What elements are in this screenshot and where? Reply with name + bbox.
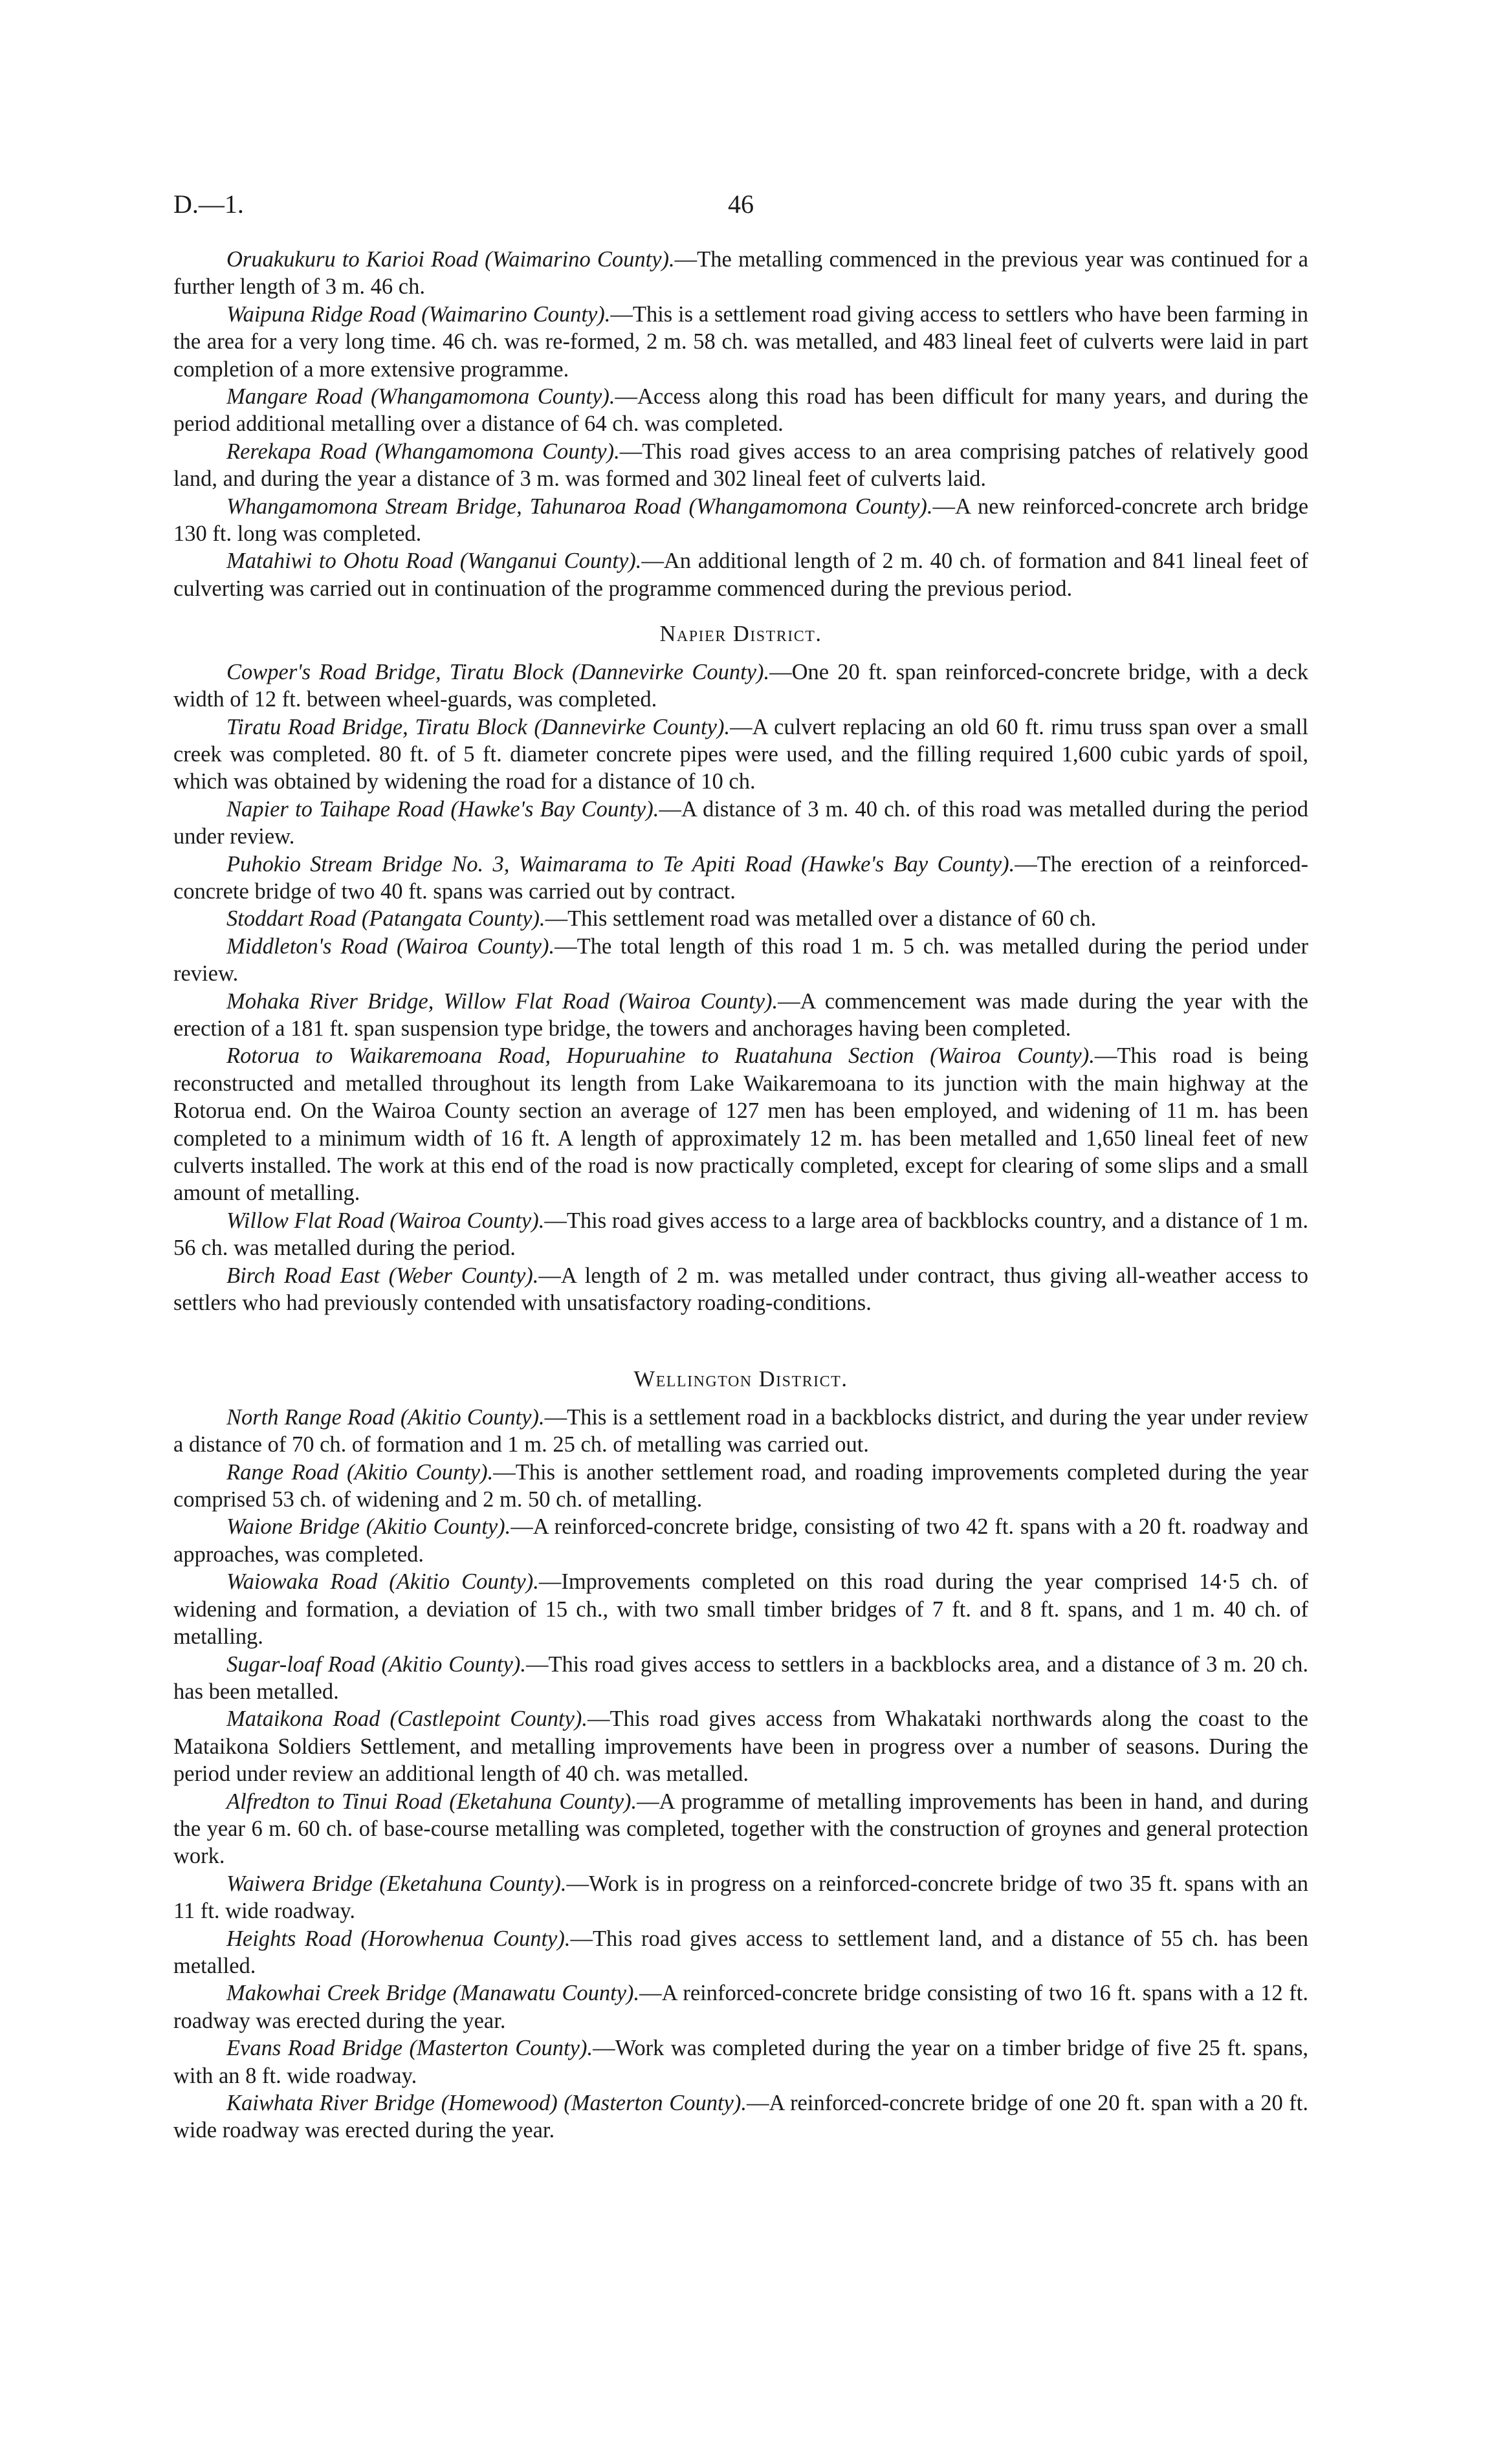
entry-title: Mataikona Road (Castlepoint County). bbox=[226, 1706, 588, 1732]
entry-text: —A reinforced-concrete bridge, consisting of two 42 ft. spans with a 20 ft. roadway and approaches, was completed. bbox=[173, 1514, 1308, 1567]
entry-title: Napier to Taihape Road (Hawke's Bay County). bbox=[226, 796, 659, 822]
entry-title: Mangare Road (Whangamomona County). bbox=[226, 384, 615, 409]
entry-title: Middleton's Road (Wairoa County). bbox=[226, 933, 555, 959]
road-entry bbox=[173, 383, 1308, 438]
entry-title: Stoddart Road (Patangata County). bbox=[226, 906, 545, 932]
road-entry bbox=[173, 1459, 1308, 1514]
road-entry bbox=[173, 547, 1308, 602]
road-entry bbox=[173, 1925, 1308, 1980]
road-entry bbox=[173, 1513, 1308, 1568]
road-entry bbox=[173, 796, 1308, 851]
entry-title: Makowhai Creek Bridge (Manawatu County). bbox=[226, 1981, 640, 2006]
entry-title: Willow Flat Road (Wairoa County). bbox=[226, 1208, 545, 1233]
entry-text: —This settlement road was metalled over a distance of 60 ch. bbox=[545, 906, 1097, 932]
entry-text: —The total length of this road 1 m. 5 ch. was metalled during the period under review. bbox=[173, 933, 1309, 987]
entry-title: Mohaka River Bridge, Willow Flat Road (Wairoa County). bbox=[226, 988, 778, 1014]
road-entry bbox=[173, 933, 1308, 988]
entry-text: —This is a settlement road giving access to settlers who have been farming in the area for a very long time. 46 ch. was re-formed, 2 m. 58 ch. was metalled, and 483 lineal feet of culverts were laid in part completion of a more extensive programme. bbox=[173, 301, 1308, 382]
report-body bbox=[173, 246, 1308, 2144]
road-entry bbox=[173, 714, 1308, 796]
document-reference: D.—1. bbox=[173, 190, 244, 219]
entry-title: Cowper's Road Bridge, Tiratu Block (Dannevirke County). bbox=[226, 659, 770, 684]
entry-title: Waiowaka Road (Akitio County). bbox=[226, 1569, 539, 1595]
entry-title: North Range Road (Akitio County). bbox=[226, 1404, 545, 1430]
road-entry bbox=[173, 2034, 1308, 2089]
road-entry bbox=[173, 246, 1308, 301]
entry-title: Rotorua to Waikaremoana Road, Hopuruahine to Ruatahuna Section (Wairoa County). bbox=[226, 1043, 1095, 1069]
district-heading: Napier District. bbox=[659, 622, 822, 647]
entry-title: Sugar-loaf Road (Akitio County). bbox=[226, 1652, 526, 1677]
entry-text: —This road gives access to an area comprising patches of relatively good land, and during the year a distance of 3 m. was formed and 302 lineal feet of culverts laid. bbox=[173, 439, 1309, 492]
road-entry bbox=[173, 1262, 1308, 1317]
road-entry bbox=[173, 1870, 1308, 1925]
road-entry bbox=[173, 1705, 1308, 1787]
road-entry bbox=[173, 1207, 1308, 1262]
road-entry bbox=[173, 851, 1308, 906]
entry-title: Oruakukuru to Karioi Road (Waimarino County). bbox=[226, 247, 675, 272]
entry-text: —Work was completed during the year on a timber bridge of five 25 ft. spans, with an 8 ft. wide roadway. bbox=[173, 2036, 1309, 2088]
road-entry bbox=[173, 659, 1308, 714]
entry-text: —An additional length of 2 m. 40 ch. of formation and 841 lineal feet of culverting was carried out in continuation of the programme commenced during the previous period. bbox=[173, 549, 1308, 601]
road-entry bbox=[173, 1979, 1308, 2034]
entry-text: —This road gives access to a large area of backblocks country, and a distance of 1 m. 56 ch. was metalled during the period. bbox=[173, 1208, 1308, 1261]
road-entry bbox=[173, 1788, 1308, 1870]
entry-title: Alfredton to Tinui Road (Eketahuna County). bbox=[226, 1789, 637, 1814]
entry-title: Rerekapa Road (Whangamomona County). bbox=[226, 439, 620, 464]
road-entry bbox=[173, 1042, 1308, 1206]
entry-text: —Access along this road has been difficult for many years, and during the period additional metalling over a distance of 64 ch. was completed. bbox=[173, 384, 1308, 437]
entry-title: Waiwera Bridge (Eketahuna County). bbox=[226, 1871, 567, 1896]
page-number: 46 bbox=[728, 190, 754, 219]
entry-text: —This road is being reconstructed and metalled throughout its length from Lake Waikaremoana to its junction with the main highway at the Rotorua end. On the Wairoa County section an average of 127 men has been employed, and widening of 11 m. has been completed to a minimum width of 16 ft. A length of approximately 12 m. has been metalled and 1,650 lineal feet of new culverts installed. The work at this end of the road is now practically completed, except for clearing of some slips and a small amount of metalling. bbox=[173, 1043, 1309, 1206]
entry-title: Tiratu Road Bridge, Tiratu Block (Dannevirke County). bbox=[226, 714, 731, 739]
entry-text: —This road gives access to settlers in a backblocks area, and a distance of 3 m. 20 ch. has been metalled. bbox=[173, 1652, 1308, 1704]
entry-text: —The metalling commenced in the previous year was continued for a further length of 3 m. 46 ch. bbox=[173, 247, 1308, 300]
entry-title: Range Road (Akitio County). bbox=[226, 1459, 494, 1485]
road-entry bbox=[173, 905, 1308, 932]
entry-title: Matahiwi to Ohotu Road (Wanganui County). bbox=[226, 549, 642, 574]
road-entry bbox=[173, 1568, 1308, 1650]
entry-text: —A programme of metalling improvements has been in hand, and during the year 6 m. 60 ch. of base-course metalling was completed, together with the construction of groynes and general protection work. bbox=[173, 1789, 1308, 1869]
entry-text: —A distance of 3 m. 40 ch. of this road was metalled during the period under review. bbox=[173, 796, 1308, 849]
entry-text: —Work is in progress on a reinforced-concrete bridge of two 35 ft. spans with an 11 ft. wide roadway. bbox=[173, 1871, 1309, 1924]
entry-title: Birch Road East (Weber County). bbox=[226, 1263, 539, 1288]
entry-title: Waipuna Ridge Road (Waimarino County). bbox=[226, 301, 611, 327]
entry-text: —The erection of a reinforced-concrete bridge of two 40 ft. spans was carried out by contract. bbox=[173, 851, 1308, 904]
road-entry bbox=[173, 493, 1308, 548]
entry-text: —A commencement was made during the year with the erection of a 181 ft. span suspension type bridge, the towers and anchorages having been completed. bbox=[173, 988, 1308, 1041]
entry-text: —A new reinforced-concrete arch bridge 130 ft. long was completed. bbox=[173, 494, 1309, 547]
entry-text: —This road gives access from Whakataki northwards along the coast to the Mataikona Soldiers Settlement, and metalling improvements have been in progress over a number of seasons. During the period under review an additional length of 40 ch. was metalled. bbox=[173, 1706, 1308, 1787]
entry-text: —A reinforced-concrete bridge consisting of two 16 ft. spans with a 12 ft. roadway was erected during the year. bbox=[173, 1981, 1308, 2033]
entry-title: Evans Road Bridge (Masterton County). bbox=[226, 2036, 593, 2061]
entry-title: Puhokio Stream Bridge No. 3, Waimarama to Te Apiti Road (Hawke's Bay County). bbox=[226, 851, 1015, 877]
entry-text: —A length of 2 m. was metalled under contract, thus giving all-weather access to settlers who had previously contended with unsatisfactory roading-conditions. bbox=[173, 1263, 1308, 1316]
road-entry bbox=[173, 1651, 1308, 1706]
entry-text: —This is a settlement road in a backblocks district, and during the year under review a distance of 70 ch. of formation and 1 m. 25 ch. of metalling was carried out. bbox=[173, 1404, 1309, 1457]
entry-text: —A culvert replacing an old 60 ft. rimu truss span over a small creek was completed. 80 ft. of 5 ft. diameter concrete pipes were used, and the filling required 1,600 cubic yards of spoil, which was obtained by widening the road for a distance of 10 ch. bbox=[173, 714, 1308, 794]
road-entry bbox=[173, 2089, 1308, 2144]
page-header bbox=[173, 189, 1308, 228]
entry-title: Kaiwhata River Bridge (Homewood) (Masterton County). bbox=[226, 2091, 747, 2115]
road-entry bbox=[173, 301, 1308, 383]
entry-title: Waione Bridge (Akitio County). bbox=[226, 1514, 511, 1540]
entry-text: —This road gives access to settlement land, and a distance of 55 ch. has been metalled. bbox=[173, 1926, 1308, 1978]
district-heading: Wellington District. bbox=[633, 1367, 848, 1392]
road-entry bbox=[173, 1404, 1308, 1459]
road-entry bbox=[173, 988, 1308, 1043]
entry-text: —A reinforced-concrete bridge of one 20 ft. span with a 20 ft. wide roadway was erected during the year. bbox=[173, 2091, 1308, 2143]
road-entry bbox=[173, 438, 1308, 493]
entry-title: Whangamomona Stream Bridge, Tahunaroa Road (Whangamomona County). bbox=[226, 494, 933, 519]
entry-title: Heights Road (Horowhenua County). bbox=[226, 1926, 571, 1951]
entry-text: —One 20 ft. span reinforced-concrete bridge, with a deck width of 12 ft. between wheel-guards, was completed. bbox=[173, 659, 1308, 712]
entry-text: —Improvements completed on this road during the year comprised 14·5 ch. of widening and formation, a deviation of 15 ch., with two small timber bridges of 7 ft. and 8 ft. spans, and 1 m. 40 ch. of metalling. bbox=[173, 1569, 1308, 1650]
entry-text: —This is another settlement road, and roading improvements completed during the year comprised 53 ch. of widening and 2 m. 50 ch. of metalling. bbox=[173, 1459, 1309, 1512]
